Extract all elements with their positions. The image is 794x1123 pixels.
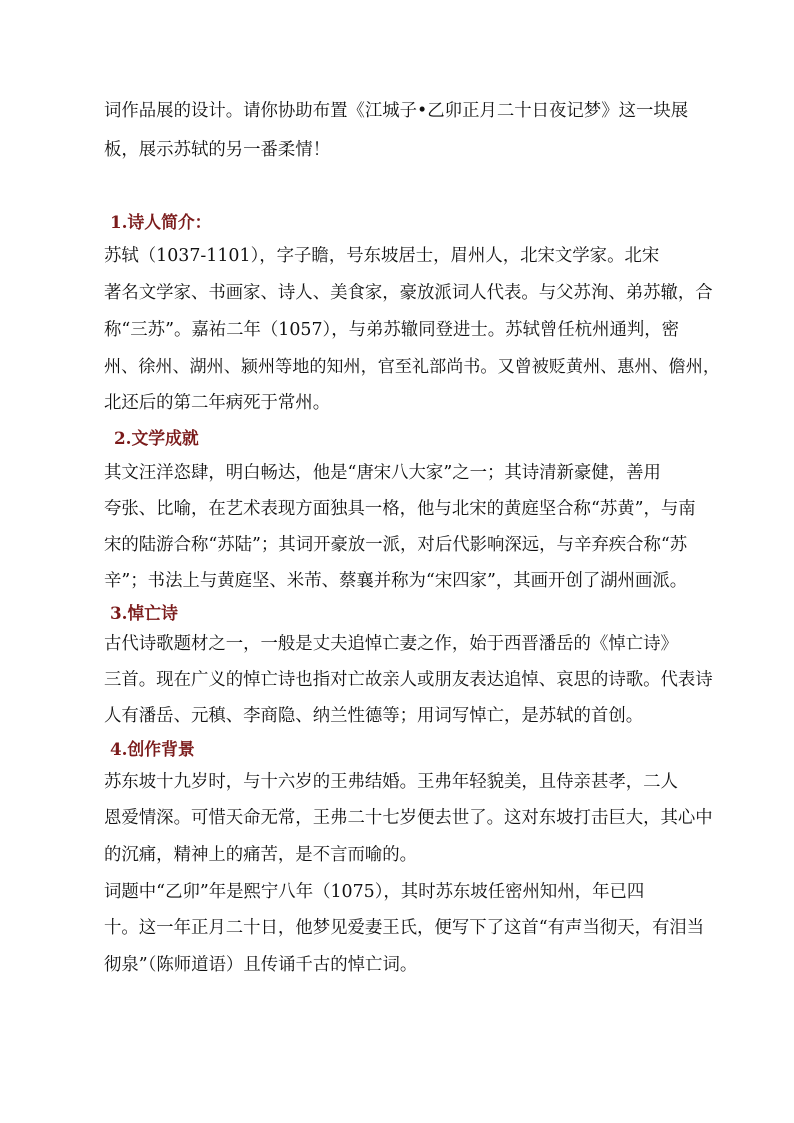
section-heading-literary-achievement: 2.文学成就 [114, 428, 199, 448]
paragraph-line: 称“三苏”。嘉祐二年（1057），与弟苏辙同登进士。苏轼曾任杭州通判，密 [104, 320, 680, 340]
paragraph-line: 恩爱情深。可惜天命无常，王弗二十七岁便去世了。这对东坡打击巨大，其心中 [104, 808, 713, 828]
paragraph-line: 宋的陆游合称“苏陆”；其词开豪放一派，对后代影响深远，与辛弃疾合称“苏 [104, 535, 688, 555]
section-heading-elegy-poetry: 3.悼亡诗 [110, 603, 178, 623]
section-heading-poet-intro: 1.诗人简介： [110, 212, 212, 232]
paragraph-line: 苏东坡十九岁时，与十六岁的王弗结婚。王弗年轻貌美，且侍亲甚孝，二人 [104, 772, 678, 792]
paragraph-line: 词题中“乙卯”年是熙宁八年（1075），其时苏东坡任密州知州，年已四 [104, 882, 645, 902]
paragraph-line: 著名文学家、书画家、诗人、美食家，豪放派词人代表。与父苏洵、弟苏辙，合 [104, 283, 713, 303]
paragraph-line: 其文汪洋恣肆，明白畅达，他是“唐宋八大家”之一；其诗清新豪健，善用 [104, 463, 661, 483]
paragraph-line: 古代诗歌题材之一，一般是丈夫追悼亡妻之作，始于西晋潘岳的《悼亡诗》 [104, 634, 678, 654]
paragraph-line: 三首。现在广义的悼亡诗也指对亡故亲人或朋友表达追悼、哀思的诗歌。代表诗 [104, 670, 713, 690]
intro-line-1: 词作品展的设计。请你协助布置《江城子•乙卯正月二十日夜记梦》这一块展 [104, 101, 689, 121]
paragraph-line: 彻泉”（陈师道语）且传诵千古的悼亡词。 [104, 955, 418, 975]
paragraph-line: 州、徐州、湖州、颍州等地的知州，官至礼部尚书。又曾被贬黄州、惠州、儋州， [104, 357, 720, 377]
paragraph-line: 苏轼（1037-1101），字子瞻，号东坡居士，眉州人，北宋文学家。北宋 [104, 246, 660, 266]
paragraph-line: 的沉痛，精神上的痛苦，是不言而喻的。 [104, 845, 418, 865]
paragraph-line: 辛”；书法上与黄庭坚、米芾、蔡襄并称为“宋四家”，其画开创了湖州画派。 [104, 571, 688, 591]
paragraph-line: 十。这一年正月二十日，他梦见爱妻王氏，便写下了这首“有声当彻天，有泪当 [104, 918, 705, 938]
intro-line-2: 板，展示苏轼的另一番柔情！ [104, 140, 331, 160]
paragraph-line: 夸张、比喻，在艺术表现方面独具一格，他与北宋的黄庭坚合称“苏黄”，与南 [104, 499, 696, 519]
paragraph-line: 人有潘岳、元稹、李商隐、纳兰性德等；用词写悼亡，是苏轼的首创。 [104, 706, 644, 726]
section-heading-creation-background: 4.创作背景 [110, 739, 195, 759]
paragraph-line: 北还后的第二年病死于常州。 [104, 393, 331, 413]
